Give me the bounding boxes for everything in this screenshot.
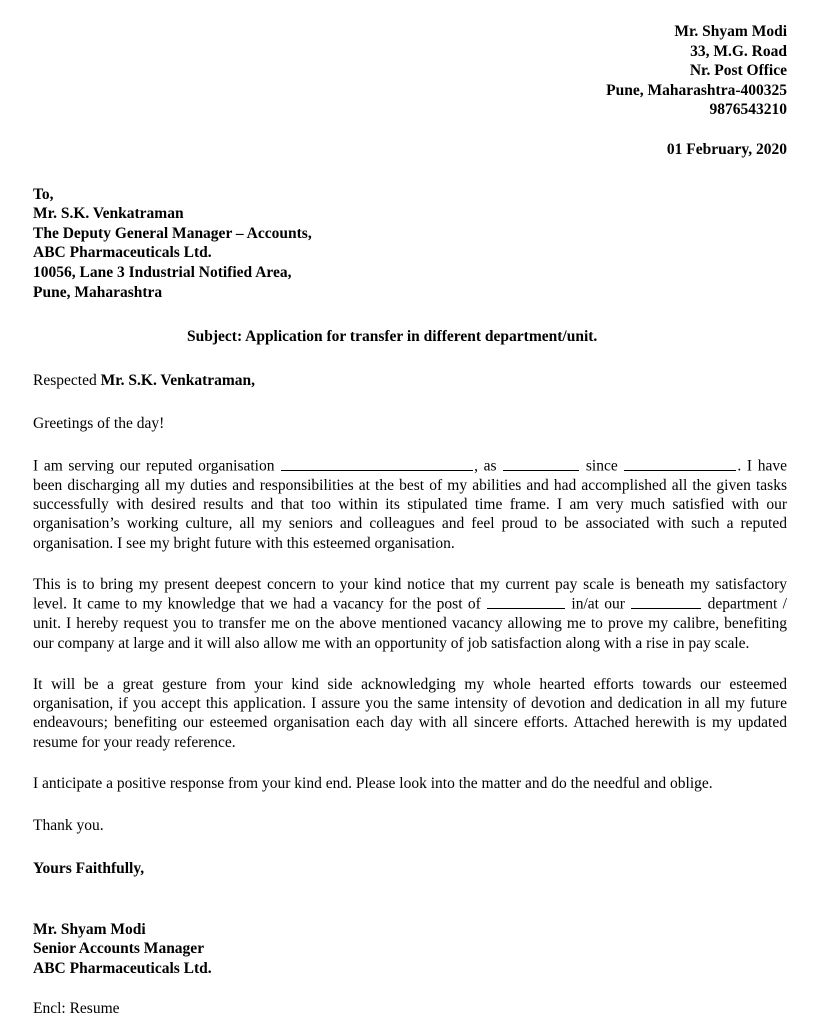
- recipient-designation: The Deputy General Manager – Accounts,: [33, 224, 312, 242]
- signature-company: ABC Pharmaceuticals Ltd.: [33, 959, 212, 977]
- thank-you-line: Thank you.: [33, 817, 104, 835]
- blank-organisation-name[interactable]: [281, 456, 473, 471]
- sender-landmark: Nr. Post Office: [689, 62, 787, 80]
- salutation-prefix: Respected: [33, 371, 101, 389]
- body-paragraph-1: [33, 456, 787, 553]
- subject-line: Subject: Application for transfer in different department/unit.: [187, 328, 598, 346]
- body-paragraph-2: [33, 575, 787, 653]
- signature-block: [33, 920, 787, 979]
- recipient-address-block: [33, 185, 787, 303]
- salutation-name: Mr. S.K. Venkatraman,: [100, 371, 256, 389]
- para1-segment-1: I am serving our reputed organisation: [33, 457, 281, 475]
- signature-designation: Senior Accounts Manager: [33, 940, 205, 958]
- recipient-street: 10056, Lane 3 Industrial Notified Area,: [33, 263, 292, 281]
- recipient-city-state: Pune, Maharashtra: [33, 283, 163, 301]
- salutation: [33, 371, 787, 391]
- sender-city-state-pin: Pune, Maharashtra-400325: [606, 81, 787, 99]
- para1-segment-2: , as: [474, 457, 503, 475]
- para2-segment-1: This is to bring my present deepest concern to your kind notice that my current pay scale is beneath my satisfactory level. It came to my knowledge that we had a vacancy for the post of: [33, 576, 787, 613]
- recipient-name: Mr. S.K. Venkatraman: [33, 205, 184, 223]
- sender-street: 33, M.G. Road: [690, 42, 787, 60]
- recipient-to-label: To,: [33, 185, 54, 203]
- sender-name: Mr. Shyam Modi: [674, 23, 787, 40]
- greeting-line: Greetings of the day!: [33, 415, 165, 433]
- para2-segment-2: in/at our: [566, 595, 631, 613]
- blank-since-date[interactable]: [624, 456, 736, 471]
- letter-date: 01 February, 2020: [666, 140, 787, 158]
- blank-department-name[interactable]: [631, 594, 701, 609]
- para1-segment-3: since: [580, 457, 624, 475]
- blank-designation[interactable]: [503, 456, 579, 471]
- body-paragraph-3: It will be a great gesture from your kind side acknowledging my whole hearted efforts towards our esteemed organisation, if you accept this application. I assure you the same intensity of devotion and dedication in all my future endeavours; benefiting our esteemed organisation each day with all sincere efforts. Attached herewith is my updated resume for your ready reference.: [33, 675, 787, 751]
- para2-segment-3: department / unit. I hereby request you to transfer me on the above mentioned vacancy allowing me to prove my calibre, benefiting our company at large and it will also allow me with an opportunity of job satisfaction along with a rise in pay scale.: [33, 595, 787, 652]
- sender-address-block: [33, 22, 787, 120]
- signature-name: Mr. Shyam Modi: [33, 920, 146, 938]
- body-paragraph-4: I anticipate a positive response from your kind end. Please look into the matter and do the needful and oblige.: [33, 775, 713, 793]
- para1-segment-4: . I have been discharging all my duties and responsibilities at the best of my abilities and had accomplished all the given tasks successfully with desired results and that too within its stipulated time frame. I am very much satisfied with our organisation’s working culture, all my seniors and colleagues and feel proud to be associated with such a reputed organisation. I see my bright future with this esteemed organisation.: [33, 457, 787, 552]
- recipient-company: ABC Pharmaceuticals Ltd.: [33, 244, 212, 262]
- closing-line: Yours Faithfully,: [33, 859, 145, 877]
- blank-post-name[interactable]: [487, 594, 565, 609]
- sender-phone: 9876543210: [709, 101, 787, 119]
- enclosure-line: Encl: Resume: [33, 1000, 120, 1018]
